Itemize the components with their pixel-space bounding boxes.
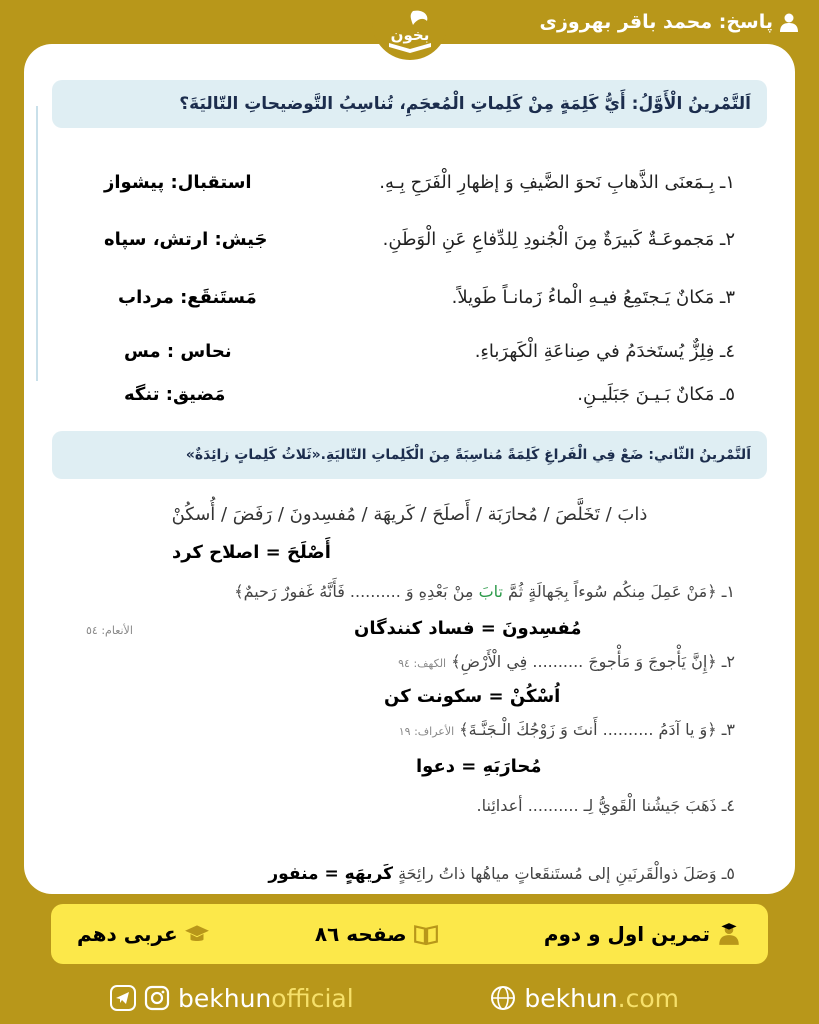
- ex1-answer-5: مَضیق: تنگه: [124, 384, 226, 405]
- ex1-answer-3: مَستَنقَع: مرداب: [118, 287, 257, 308]
- ex2-answer-4: مُحارَبَهِ = دعوا: [416, 756, 542, 777]
- user-icon: [779, 12, 799, 32]
- ex1-answer-2: جَیش: ارتش، سپاه: [104, 229, 268, 250]
- ex1-answer-1: استقبال: پیشواز: [104, 172, 252, 193]
- frame-line: [36, 106, 38, 381]
- ex2-verse-2: ٢ـ ﴿إِنَّ يَأْجوجَ وَ مَأْجوجَ .......... فِي الْأَرْضِ﴾ الكهف: ٩٤: [398, 652, 735, 671]
- exercise-label: تمرین اول و دوم: [544, 921, 742, 947]
- page-label: صفحه ٨٦: [315, 921, 439, 947]
- ex1-question-4: ٤ـ فِلِزٌّ يُستَخدَمُ في صِناعَةِ الْكَهرَباءِ.: [474, 341, 735, 362]
- ex1-question-3: ٣ـ مَكانٌ يَـجتَمِعُ فيـهِ الْماءُ زَمانـاً طَويلاً.: [451, 287, 735, 308]
- footer: [0, 976, 819, 1020]
- svg-text:بخون: بخون: [390, 26, 430, 44]
- bekhun-logo: [372, 2, 448, 60]
- word-bank: ذابَ / تَخَلَّصَ / مُحارَبَة / أَصلَحَ / كَريهَة / مُفسِدونَ / رَفَضَ / أُسكُنْ: [171, 504, 648, 525]
- author-text: پاسخ: محمد باقر بهروزی: [539, 11, 773, 33]
- ex2-answer-3: اُسْکُنْ = سکونت کن: [384, 686, 561, 707]
- website-link[interactable]: bekhun.com: [490, 984, 679, 1013]
- social-handle[interactable]: bekhunofficial: [110, 984, 354, 1013]
- ex1-answer-4: نحاس : مس: [124, 341, 232, 362]
- ex2-verse-4: ٤ـ ذَهَبَ جَيشُنا الْقَويُّ لِـ .......... أعدائِنا.: [476, 796, 735, 815]
- open-book-icon: [413, 921, 439, 947]
- ex1-question-2: ٢ـ مَجموعَـةٌ كَبيرَةٌ مِنَ الْجُنودِ لِلدِّفاعِ عَنِ الْوَطَنِ.: [382, 229, 735, 250]
- ex2-answer-1: أَصْلَحَ = اصلاح کرد: [172, 542, 331, 563]
- ex1-question-5: ٥ـ مَكانٌ بَـيـنَ جَبَلَيـنِ.: [577, 384, 735, 405]
- author-credit: [540, 11, 799, 33]
- ex2-verse-1: ١ـ ﴿مَنْ عَمِلَ مِنكُم سُوءاً بِجَهالَةٍ ثُمَّ تابَ مِنْ بَعْدِهِ وَ .......... فَأَنَّهُ غَفورٌ رَحيمٌ﴾: [234, 582, 735, 601]
- ex1-question-1: ١ـ بِـمَعنَى الذَّهابِ نَحوَ الضَّيفِ وَ إظهارِ الْفَرَحِ بِـهِ.: [379, 172, 735, 193]
- globe-icon: [490, 985, 516, 1011]
- ex2-source-1: الأنعام: ٥٤: [86, 624, 133, 637]
- ex2-answer-2: مُفسِدونَ = فساد کنندگان: [354, 618, 582, 639]
- exercise2-title: اَلتَّمْرينُ الثّاني: ضَعْ فِي الْفَراغِ كَلِمَةً مُناسِبَةً مِنَ الْكَلِماتِ التّاليَةِ.«ثَلاثُ كَلِماتٍ زائِدَةٌ»: [52, 431, 767, 479]
- ex2-verse-5: ٥ـ وَصَلَ ذوالْقَرنَينِ إلى مُستَنقَعاتٍ مياهُها ذاتُ رائِحَةٍ كَريهَهٍ = منفور: [268, 864, 735, 884]
- graduation-cap-icon: [184, 921, 210, 947]
- student-icon: [716, 921, 742, 947]
- telegram-icon: [110, 985, 136, 1011]
- worksheet-card: [24, 44, 795, 894]
- instagram-icon: [144, 985, 170, 1011]
- book-label: عربی دهم: [77, 921, 210, 947]
- exercise1-title: اَلتَّمْرينُ الْأَوَّلُ: أَيُّ كَلِمَةٍ مِنْ كَلِماتِ الْمُعجَمِ، تُناسِبُ التَّوضيحاتِ التّاليَةَ؟: [52, 80, 767, 128]
- ex2-verse-3: ٣ـ ﴿وَ يا آدَمُ .......... أَنتَ وَ زَوْجُكَ الْـجَنَّـةَ﴾ الأعراف: ١٩: [398, 720, 735, 739]
- quill-book-icon: [383, 7, 437, 55]
- lesson-info-bar: [51, 904, 768, 964]
